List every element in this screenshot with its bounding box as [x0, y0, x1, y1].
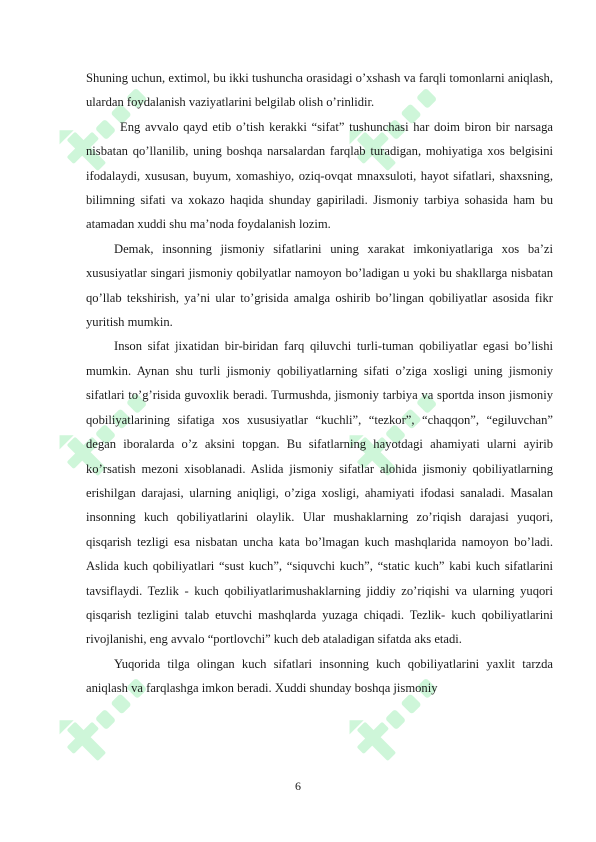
- paragraph-5: Yuqorida tilga olingan kuch sifatlari insonning kuch qobiliyatlarini yaxlit tarzda aniqlash va farqlashga imkon beradi. Xuddi shunday boshqa jismoniy: [86, 656, 553, 696]
- paragraph-2: Eng avvalo qayd etib o’tish kerakki “sifat” tushunchasi har doim biron bir narsaga nisbatan qo’llanilib, uning boshqa narsalardan farqlab turadigan, mohiyatiga xos belgisini ifodalaydi, xususan, buyum, xomashiyo, oziq-ovqat mnaxsuloti, hayot sifatlari, shaxsning, bilimning sifati va xokazo haqida shunday gapiriladi. Jismoniy tarbiya sohasida ham bu atamadan xuddi shu ma’noda foydalanish lozim.: [86, 119, 553, 232]
- body-text: [86, 66, 553, 701]
- paragraph-3: Demak, insonning jismoniy sifatlarini uning xarakat imkoniyatlariga xos ba’zi xususiyatlar singari jismoniy qobilyatlar namoyon bo’ladigan u yoki bu shakllarga nisbatan qo’llab tekshirish, ya’ni ular to’grisida amalga oshirib bo’lingan qobiliyatlar asosida fikr yuritish mumkin.: [86, 241, 553, 330]
- paragraph-1: Shuning uchun, extimol, bu ikki tushuncha orasidagi o’xshash va farqli tomonlarni aniqlash, ulardan foydalanish vaziyatlarini belgilab olish o’rinlidir.: [86, 71, 553, 110]
- page-number: 6: [295, 779, 301, 793]
- paragraph-4: Inson sifat jixatidan bir-biridan farq qiluvchi turli-tuman qobiliyatlar egasi bo’lishi mumkin. Aynan shu turli jismoniy qobiliyatlarning sifati o’ziga xosligi uning jismoniy sifatlari to’g’risida guvoxlik beradi. Turmushda, jismoniy tarbiya va sportda inson jismoniy qobiliyatlarining sifatiga xos xususiyatlar “kuchli”, “tezkor”, “chaqqon”, “egiluvchan” degan iboralarda o’z aksini topgan. Bu sifatlarning hayotdagi ahamiyati ularni ayirib ko’rsatish mezoni xisoblanadi. Aslida jismoniy sifatlar alohida jismoniy qobiliyatlarning erishilgan darajasi, ularning aniqligi, o’ziga xosligi, ahamiyati ifodasi sanaladi. Masalan insonning kuch qobiliyatlarini olaylik. Ular mushaklarning zo’riqish darajasi yuqori, qisqarish tezligi esa nisbatan uncha kata bo’lmagan kuch mashqlarida namoyon bo’ladi. Aslida kuch qobiliyatlari “sust kuch”, “siquvchi kuch”, “static kuch” kabi kuch sifatlarini tavsiflaydi. Tezlik - kuch qobiliyatlarimushaklarning jiddiy zo’riqishi va ularning yuqori qisqarish tezligini talab etuvchi mashqlarda yuzaga chiqadi. Tezlik- kuch qobiliyatlarini rivojlanishi, eng avvalo “portlovchi” kuch deb ataladigan sifatda aks etadi.: [86, 339, 553, 647]
